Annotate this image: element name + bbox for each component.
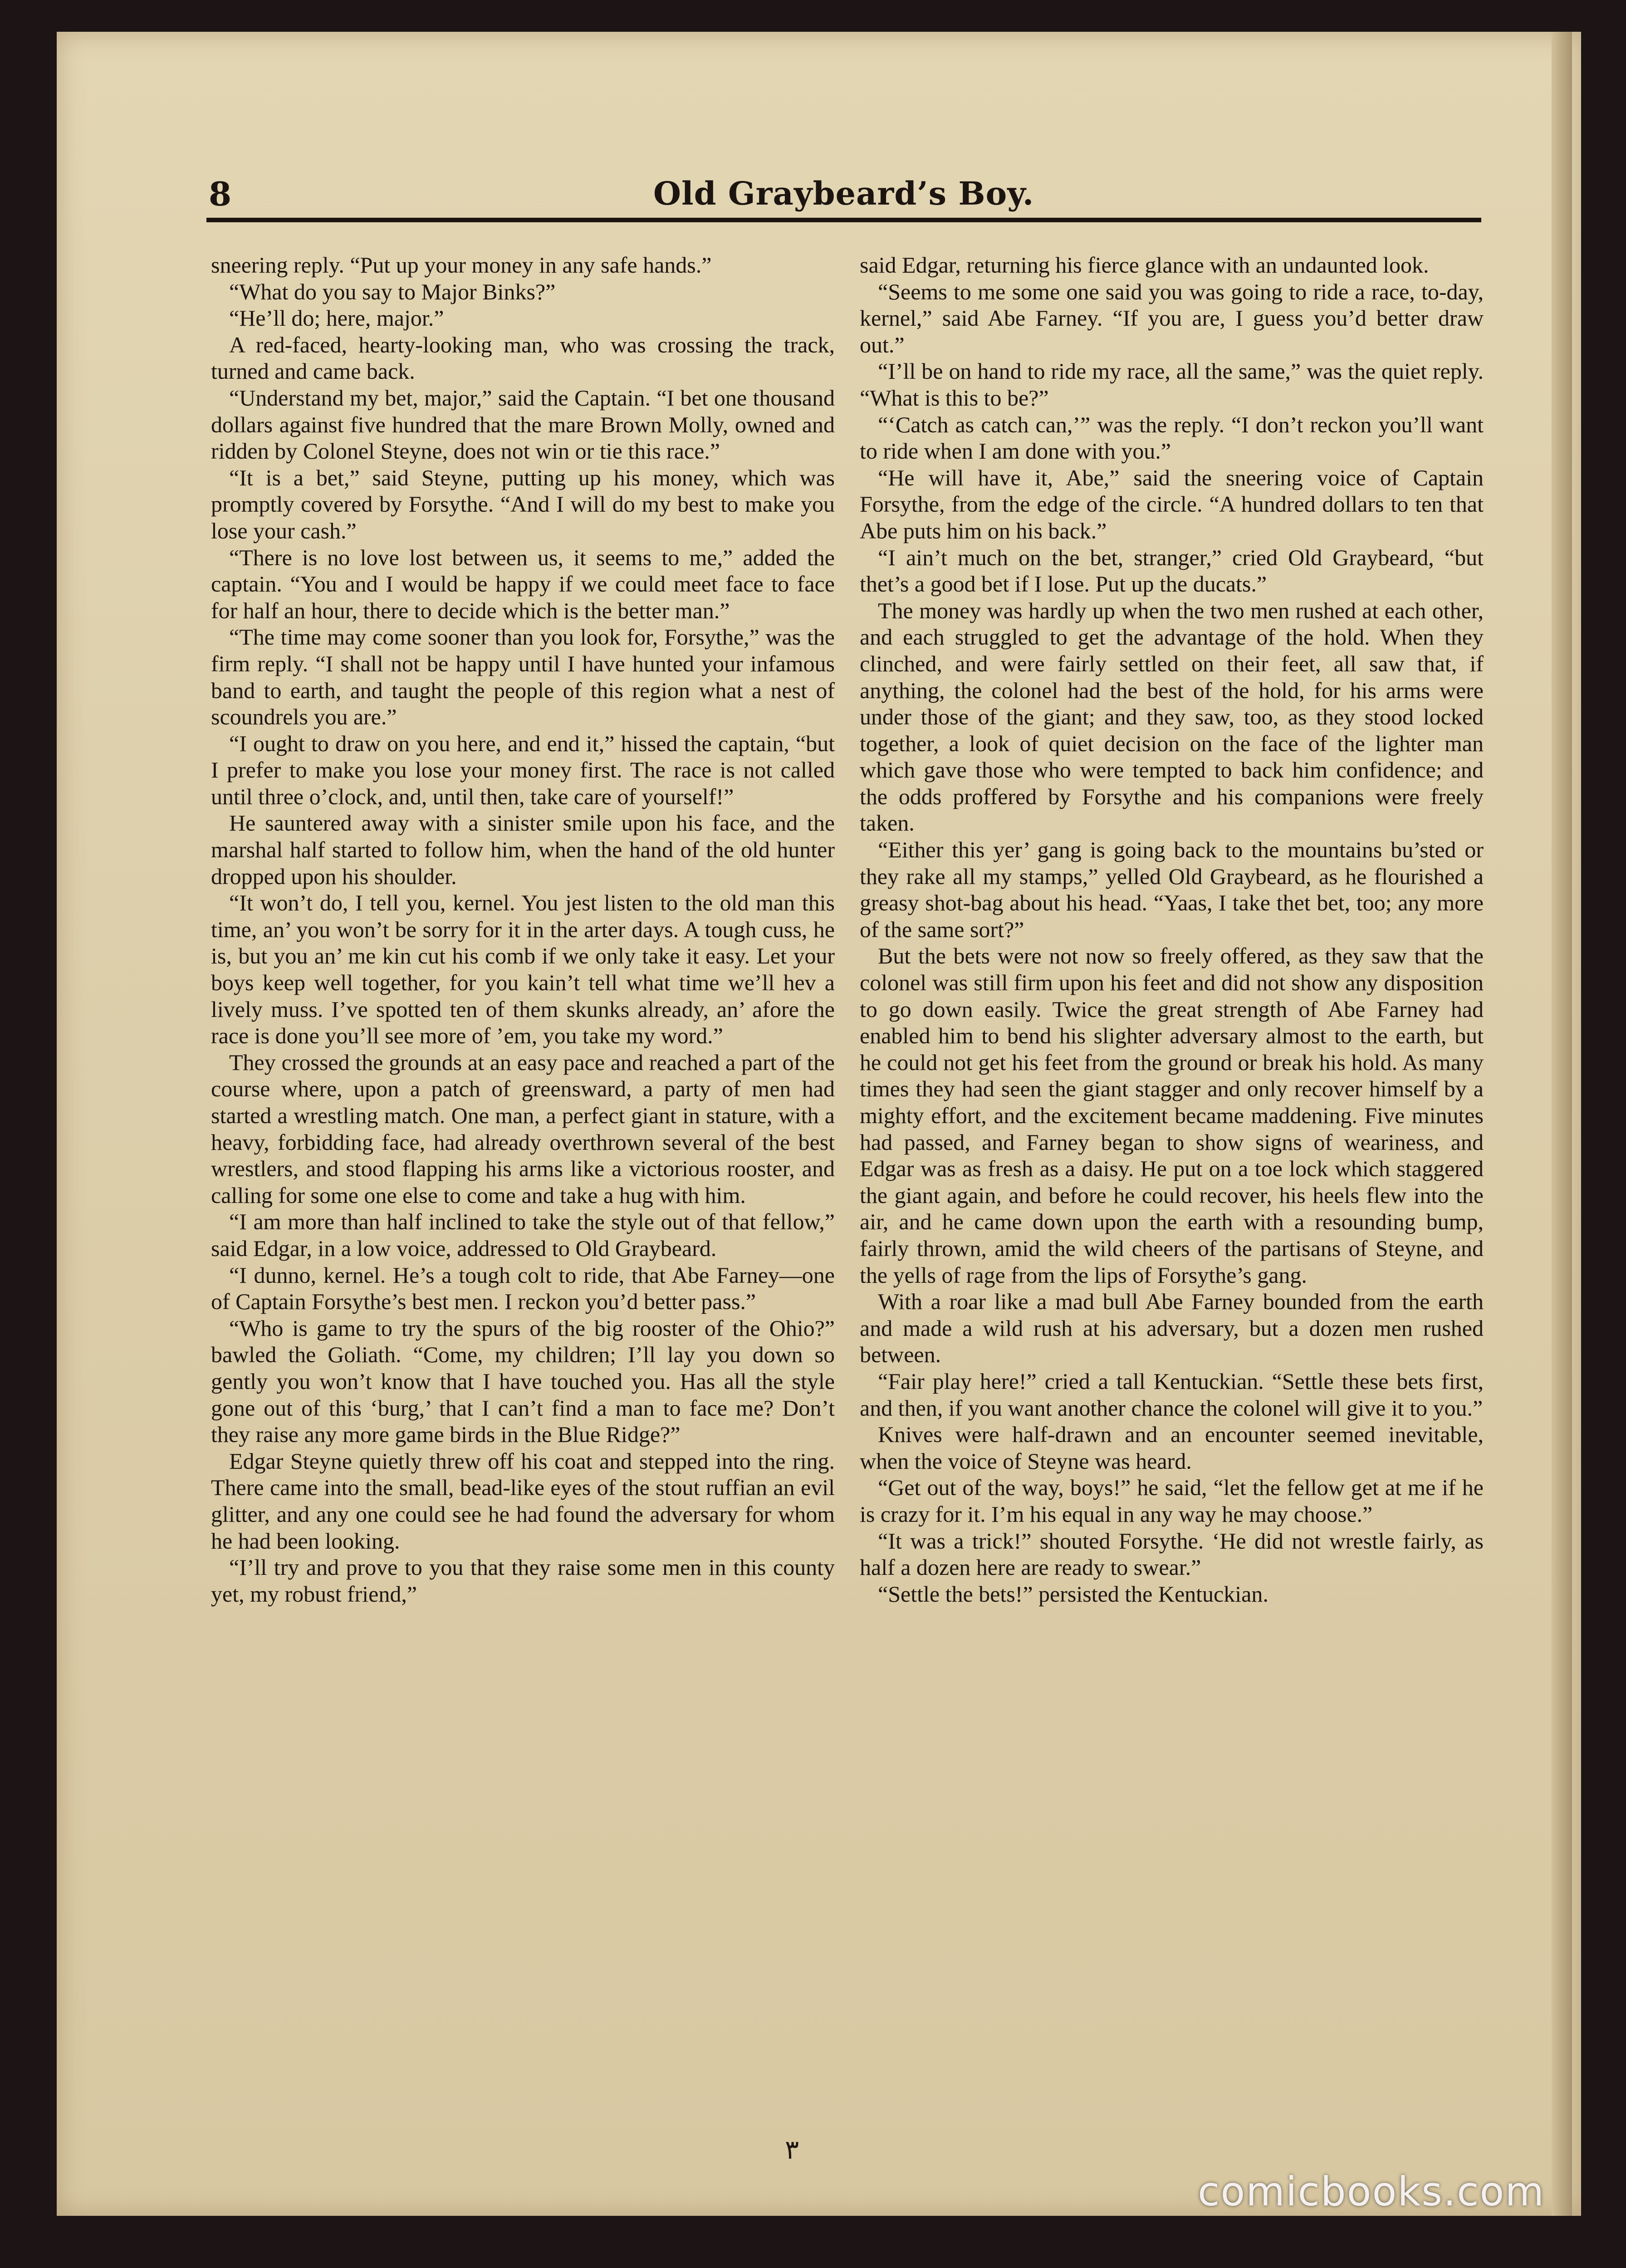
paragraph: “It is a bet,” said Steyne, putting up his money, which was promptly covered by Forsythe. “And I will do my best to make you lose your cash.” xyxy=(211,464,835,543)
right-column xyxy=(860,252,1484,2157)
paragraph: “Seems to me some one said you was going to ride a race, to-day, kernel,” said Abe Farney. “If you are, I guess you’d better draw out.” xyxy=(860,279,1484,357)
paragraph: “Fair play here!” cried a tall Kentuckian. “Settle these bets first, and then, if you want another chance the colonel will give it to you.” xyxy=(860,1368,1484,1421)
running-title: Old Graybeard’s Boy. xyxy=(653,175,1034,212)
paragraph: The money was hardly up when the two men rushed at each other, and each struggled to get the advantage of the hold. When they clinched, and were fairly settled on their feet, all saw that, if anything, the colonel had the best of the hold, for his arms were under those of the giant; and they saw, too, as they stood locked together, a look of quiet decision on the face of the lighter man which gave those who were tempted to back him confidence; and the odds proffered by Forsythe and his companions were freely taken. xyxy=(860,597,1484,836)
page-edge xyxy=(1552,32,1572,2216)
paragraph: “He will have it, Abe,” said the sneering voice of Captain Forsythe, from the edge of the circle. “A hundred dollars to ten that Abe puts him on his back.” xyxy=(860,464,1484,543)
paragraph: “I am more than half inclined to take the style out of that fellow,” said Edgar, in a low voice, addressed to Old Graybeard. xyxy=(211,1209,835,1261)
paragraph: “I’ll try and prove to you that they raise some men in this county yet, my robust friend,” xyxy=(211,1554,835,1607)
paragraph: With a roar like a mad bull Abe Farney bounded from the earth and made a wild rush at his adversary, but a dozen men rushed between. xyxy=(860,1289,1484,1368)
paragraph: “He’ll do; here, major.” xyxy=(229,305,444,331)
paragraph: “I’ll be on hand to ride my race, all the same,” was the quiet reply. “What is this to be?” xyxy=(860,358,1484,411)
paragraph: said Edgar, returning his fierce glance with an undaunted look. xyxy=(860,252,1429,278)
paragraph: “Understand my bet, major,” said the Captain. “I bet one thousand dollars against five hundred that the mare Brown Molly, owned and ridden by Colonel Steyne, does not win or tie this race.” xyxy=(211,385,835,464)
watermark: comicbooks.com xyxy=(1198,2168,1545,2215)
paragraph: “I dunno, kernel. He’s a tough colt to ride, that Abe Farney—one of Captain Forsythe’s best men. I reckon you’d better pass.” xyxy=(211,1262,835,1315)
paragraph: “What do you say to Major Binks?” xyxy=(229,279,556,304)
paragraph: He sauntered away with a sinister smile upon his face, and the marshal half started to follow him, when the hand of the old hunter dropped upon his shoulder. xyxy=(211,810,835,889)
page-number: 8 xyxy=(209,175,232,213)
paragraph: “Get out of the way, boys!” he said, “let the fellow get at me if he is crazy for it. I’m his equal in any way he may choose.” xyxy=(860,1475,1484,1527)
paragraph: “‘Catch as catch can,’” was the reply. “I don’t reckon you’ll want to ride when I am done with you.” xyxy=(860,411,1484,464)
paragraph: “I ain’t much on the bet, stranger,” cried Old Graybeard, “but thet’s a good bet if I lose. Put up the ducats.” xyxy=(860,544,1484,597)
paragraph: “Either this yer’ gang is going back to the mountains bu’sted or they rake all my stamps,” yelled Old Graybeard, as he flourished a greasy shot-bag about his head. “Yaas, I take thet bet, too; any more of the same sort?” xyxy=(860,837,1484,942)
paragraph: “It was a trick!” shouted Forsythe. ‘He did not wrestle fairly, as half a dozen here are ready to swear.” xyxy=(860,1528,1484,1580)
paragraph: “I ought to draw on you here, and end it,” hissed the captain, “but I prefer to make you lose your money first. The race is not called until three o’clock, and, until then, take care of yourself!” xyxy=(211,730,835,809)
paragraph: Edgar Steyne quietly threw off his coat and stepped into the ring. There came into the small, bead-like eyes of the stout ruffian an evil glitter, and any one could see he had found the adversary for whom he had been looking. xyxy=(211,1448,835,1554)
paragraph: sneering reply. “Put up your money in any safe hands.” xyxy=(211,252,712,278)
page-marker: ٣ xyxy=(785,2134,799,2165)
paragraph: “There is no love lost between us, it seems to me,” added the captain. “You and I would be happy if we could meet face to face for half an hour, there to decide which is the better man.” xyxy=(211,544,835,623)
paragraph: Knives were half-drawn and an encounter seemed inevitable, when the voice of Steyne was heard. xyxy=(860,1422,1484,1474)
page-header xyxy=(209,175,1479,220)
paragraph: “The time may come sooner than you look for, Forsythe,” was the firm reply. “I shall not be happy until I have hunted your infamous band to earth, and taught the people of this region what a nest of scoundrels you are.” xyxy=(211,624,835,730)
paragraph: A red-faced, hearty-looking man, who was crossing the track, turned and came back. xyxy=(211,332,835,384)
header-rule xyxy=(206,218,1481,222)
paragraph: “Who is game to try the spurs of the big rooster of the Ohio?” bawled the Goliath. “Come, my children; I’ll lay you down so gently you won’t know that I have touched you. Has all the style gone out of this ‘burg,’ that I can’t find a man to face me? Don’t they raise any more game birds in the Blue Ridge?” xyxy=(211,1315,835,1447)
paragraph: “Settle the bets!” persisted the Kentuckian. xyxy=(878,1581,1268,1607)
left-column xyxy=(211,252,835,2157)
paragraph: “It won’t do, I tell you, kernel. You jest listen to the old man this time, an’ you won’t be sorry for it in the arter days. A tough cuss, he is, but you an’ me kin cut his comb if we only take it easy. Let your boys keep well together, for you kain’t tell what time we’ll hev a lively muss. I’ve spotted ten of them skunks already, an’ afore the race is done you’ll see more of ’em, you take my word.” xyxy=(211,890,835,1049)
paragraph: They crossed the grounds at an easy pace and reached a part of the course where, upon a patch of greensward, a party of men had started a wrestling match. One man, a perfect giant in stature, with a heavy, forbidding face, had already overthrown several of the best wrestlers, and stood flapping his arms like a victorious rooster, and calling for some one else to come and take a hug with him. xyxy=(211,1049,835,1208)
paragraph: But the bets were not now so freely offered, as they saw that the colonel was still firm upon his feet and did not show any disposition to go down easily. Twice the great strength of Abe Farney had enabled him to bend his slighter adversary almost to the earth, but he could not get his feet from the ground or break his hold. As many times they had seen the giant stagger and only recover himself by a mighty effort, and the excitement became maddening. Five minutes had passed, and Farney began to show signs of weariness, and Edgar was as fresh as a daisy. He put on a toe lock which staggered the giant again, and before he could recover, his heels flew into the air, and he came down upon the earth with a resounding bump, fairly thrown, amid the wild cheers of the partisans of Steyne, and the yells of rage from the lips of Forsythe’s gang. xyxy=(860,943,1484,1288)
